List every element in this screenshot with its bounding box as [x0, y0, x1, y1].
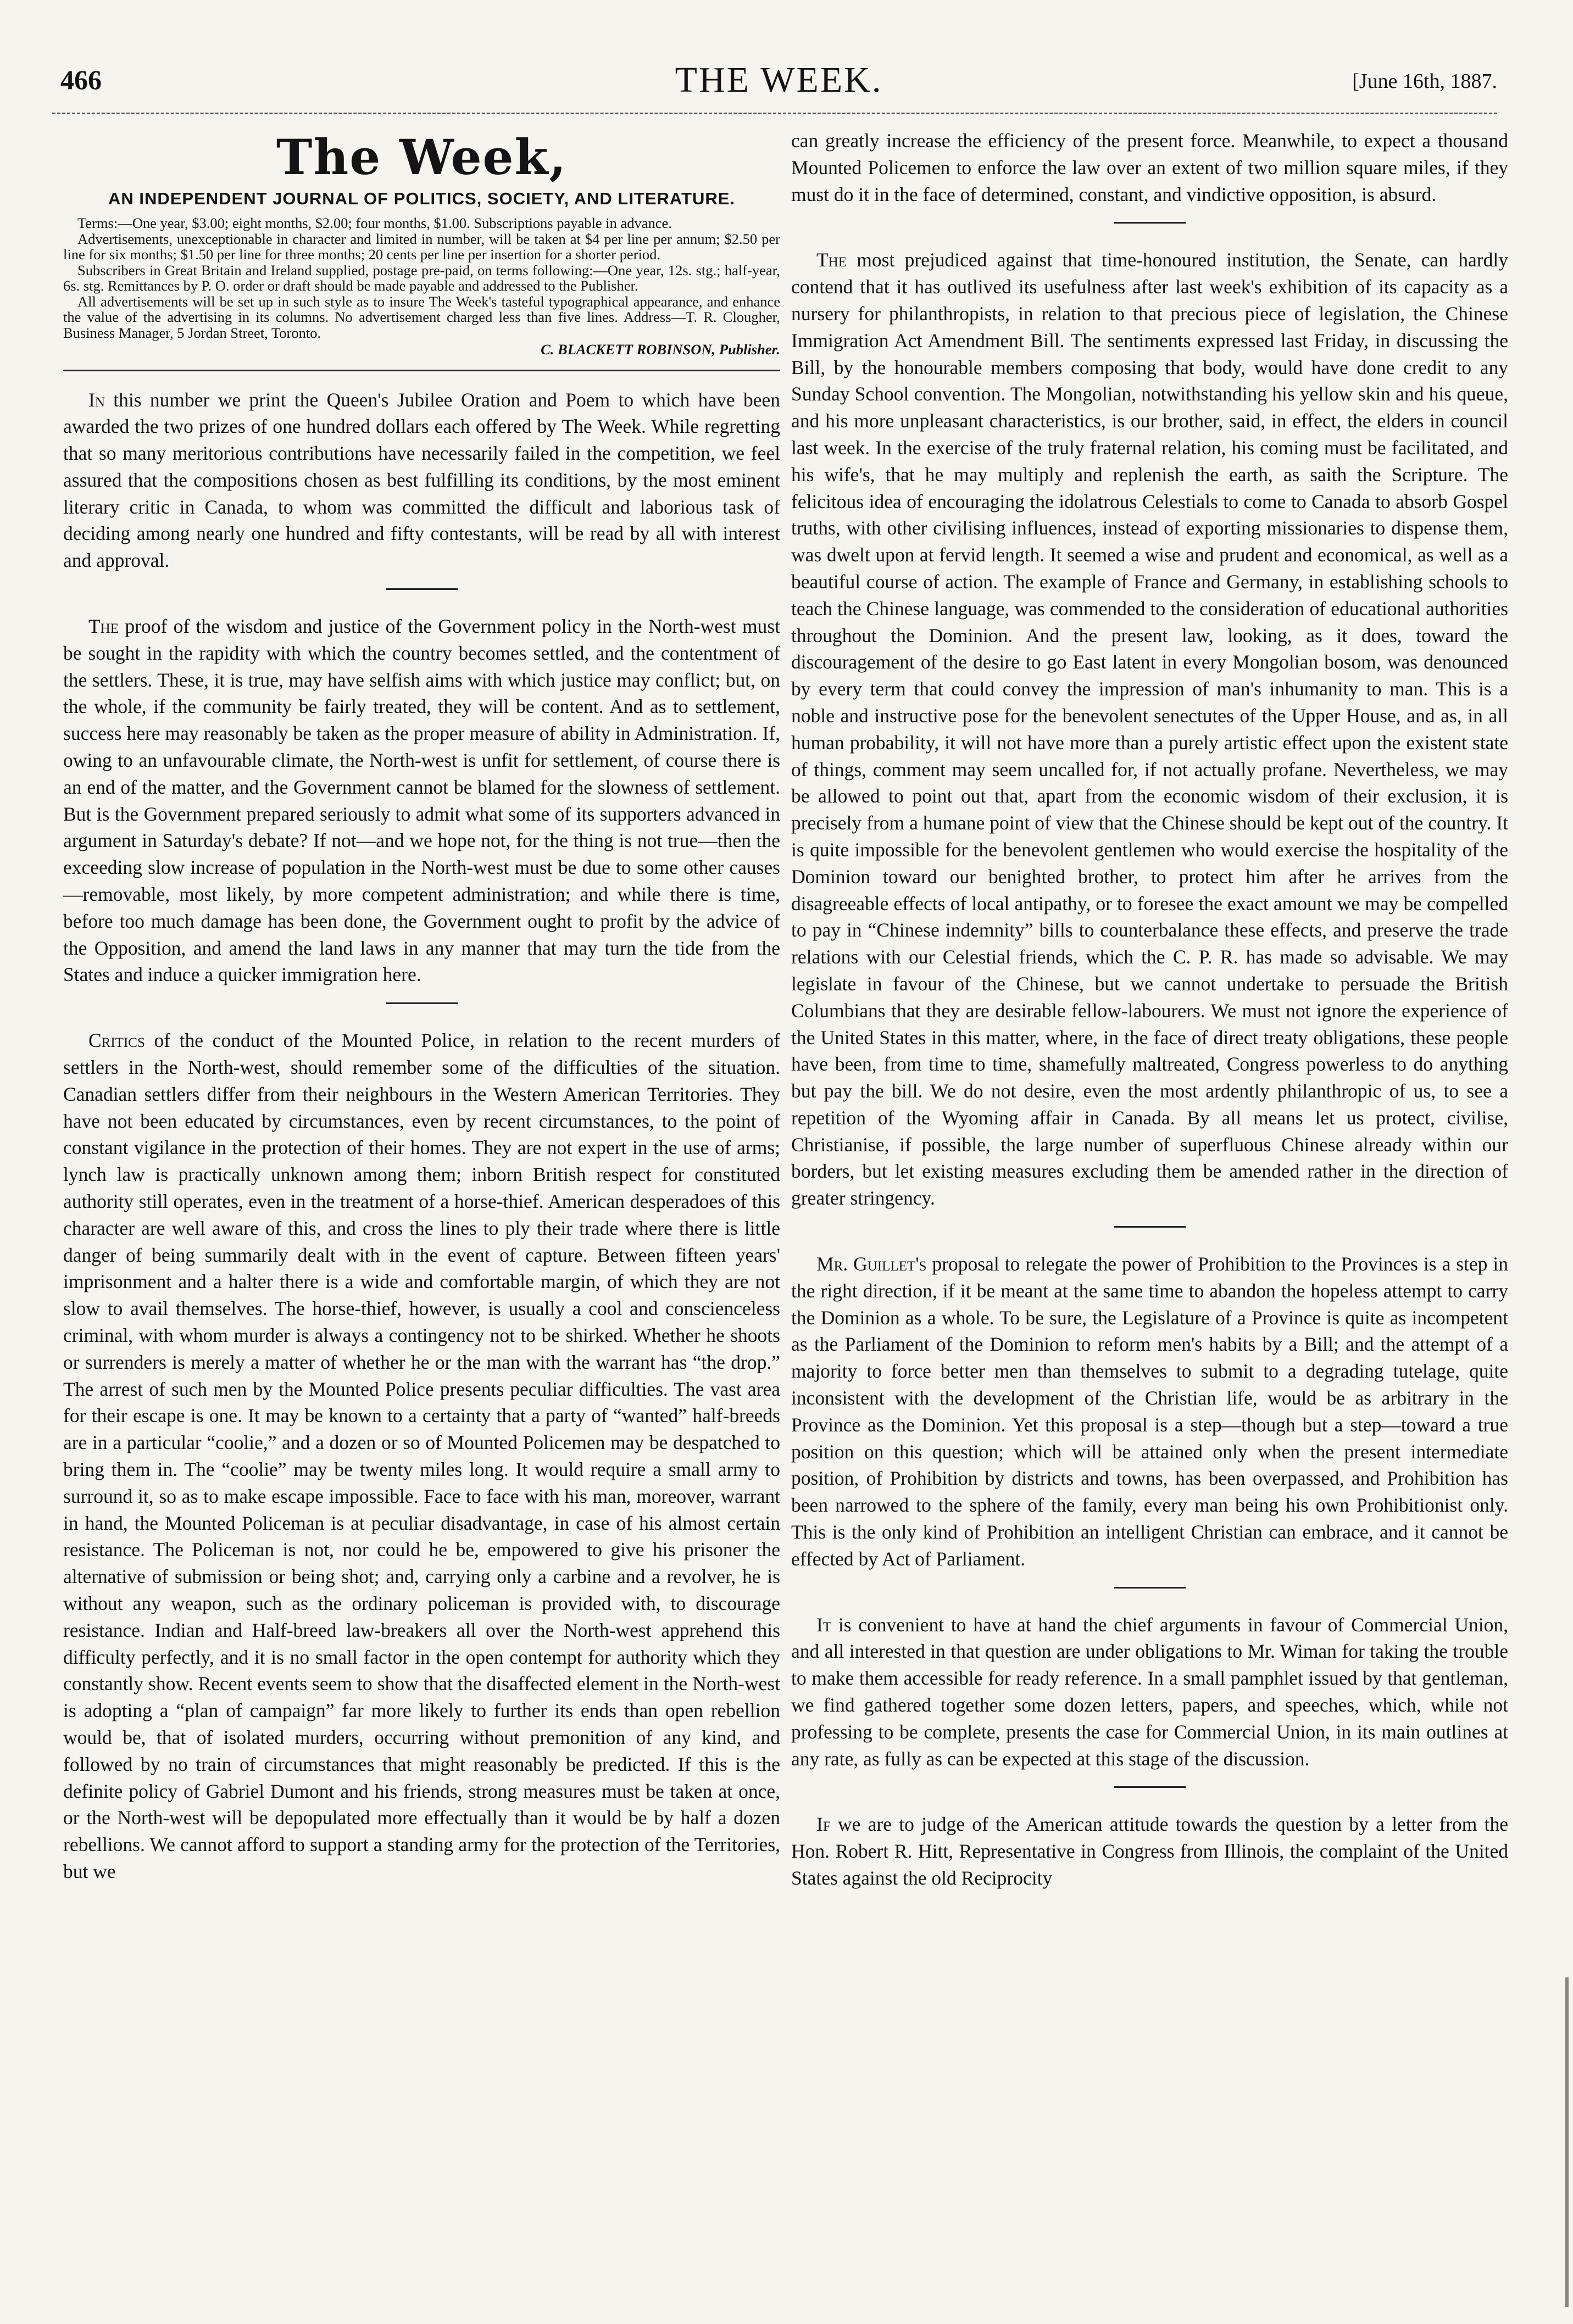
paragraph-text: we are to judge of the American attitude towards the question by a letter from the Hon. Robert R. Hitt, Representative in Congress from Illinois, the complaint of the United States against the old Reciprocity — [791, 1813, 1508, 1890]
terms-paragraph: All advertisements will be set up in such style as to insure The Week's tasteful typographical appearance, and enhance the value of the advertising in its columns. No advertisement charged less than five lines. Address—T. R. Clougher, Business Manager, 5 Jordan Street, Toronto. — [63, 293, 780, 341]
masthead-rule — [63, 370, 780, 371]
section-divider — [1114, 1226, 1186, 1228]
lead-word: If — [816, 1813, 831, 1836]
terms-paragraph: Subscribers in Great Britain and Ireland supplied, postage pre-paid, on terms following:—One year, 12s. stg.; half-year, 6s. stg. Remittances by P. O. order or draft should be made payable and addressed to the Publisher. — [63, 261, 780, 294]
lead-word: The — [816, 249, 847, 271]
section-divider — [386, 588, 458, 590]
binding-edge — [1565, 1977, 1569, 2307]
subscription-terms — [63, 215, 780, 358]
right-column — [791, 127, 1508, 2292]
lead-word: Mr. Guillet's — [816, 1253, 927, 1275]
terms-paragraph: Terms:—One year, $3.00; eight months, $2.00; four months, $1.00. Subscriptions payable in advance. — [77, 215, 672, 231]
masthead — [63, 130, 780, 371]
section-divider — [1114, 1786, 1186, 1788]
terms-paragraph: Advertisements, unexceptionable in character and limited in number, will be taken at $4 per line per annum; $2.50 per line for six months; $1.50 per line for three months; 20 cents per line per insertion for a shorter period. — [63, 230, 780, 263]
paragraph-text: this number we print the Queen's Jubilee Oration and Poem to which have been awarded the two prizes of one hundred dollars each offered by The Week. While regretting that so many meritorious contributions have necessarily failed in the competition, we feel assured that the compositions chosen as best fulfilling its conditions, by the most eminent literary critic in Canada, to whom was committed the difficult and laborious task of deciding among nearly one hundred and fifty contestants, will be read by all with interest and approval. — [63, 388, 780, 572]
article-paragraph — [63, 613, 780, 988]
paragraph-text: proposal to relegate the power of Prohibition to the Provinces is a step in the right direction, if it be meant at the same time to abandon the hopeless attempt to carry the Dominion as a whole. To be sure, the Legislature of a Province is quite as incompetent as the Parliament of the Dominion to reform men's habits by a Bill; and the attempt of a majority to force better men than themselves to submit to a degrading tutelage, quite inconsistent with the development of the Christian life, would be as arbitrary in the Province as the Dominion. Yet this proposal is a step—though but a step—toward a true position on this question; which will be attained only when the present intermediate position, of Prohibition by districts and towns, has been overpassed, and Prohibition has been narrowed to the sphere of the family, every man being his own Prohibitionist only. This is the only kind of Prohibition an intelligent Christian can embrace, and it cannot be effected by Act of Parliament. — [791, 1253, 1508, 1570]
article-paragraph — [791, 127, 1508, 208]
paragraph-text: can greatly increase the efficiency of the present force. Meanwhile, to expect a thousand Mounted Policemen to enforce the law over an extent of two million square miles, if they must do it in the face of determined, constant, and vindictive opposition, is absurd. — [791, 130, 1508, 205]
paragraph-text: most prejudiced against that time-honoured institution, the Senate, can hardly contend that it has outlived its usefulness after last week's exhibition of its capacity as a nursery for philanthropists, in relation to that precious piece of legislation, the Chinese Immigration Act Amendment Bill. The sentiments expressed last Friday, in discussing the Bill, by the honourable members composing that body, would have done credit to any Sunday School convention. The Mongolian, notwithstanding his yellow skin and his queue, and his more unpleasant characteristics, is our brother, said, in effect, the elders in council last week. In the exercise of the truly fraternal relation, his coming must be facilitated, and his wife's, that he may multiply and replenish the earth, as saith the Scripture. The felicitous idea of encouraging the idolatrous Celestials to come to Canada to absorb Gospel truths, with other civilising influences, instead of exporting missionaries to dispense them, was dwelt upon at fervid length. It seemed a wise and prudent and economical, as well as a beautiful course of action. The example of France and Germany, in establishing schools to teach the Chinese language, was commended to the consideration of educational authorities throughout the Dominion. And the present law, looking, as it does, toward the discouragement of the desire to go East latent in every Mongolian bosom, was denounced by every term that could convey the impression of man's inhumanity to man. This is a noble and instructive pose for the benevolent senectutes of the Upper House, and as, in all human probability, it will not have more than a purely artistic effect upon the existent state of things, comment may seem uncalled for, if not actually profane. Nevertheless, we may be allowed to point out that, apart from the economic wisdom of their exclusion, it is precisely from a humane point of view that the Chinese should be kept out of the country. It is quite impossible for the benevolent gentlemen who would exercise the hospitality of the Dominion toward our benighted brother, to protect him after he arrives from the disagreeable effects of local antipathy, or to foresee the exact amount we may be compelled to pay in “Chinese indemnity” bills to counterbalance these effects, and preserve the trade relations with our Celestial friends, which the C. P. R. has made so advisable. We may legislate in favour of the Chinese, but we cannot undertake to persuade the British Columbians that they are desirable fellow-labourers. We must not ignore the experience of the United States in this matter, where, in the face of direct treaty obligations, these people have been, from time to time, shamefully maltreated, Congress powerless to do anything but pay the bill. We do not desire, even the most ardently philanthropic of us, to see a repetition of the Wyoming affair in Canada. By all means let us protect, civilise, Christianise, if possible, the large number of superfluous Chinese already within our borders, but let existing measures excluding them be amended rather in the direction of greater stringency. — [791, 249, 1508, 1210]
article-paragraph — [791, 247, 1508, 1212]
header-rule — [52, 113, 1497, 114]
article-paragraph — [791, 1612, 1508, 1773]
lead-word: It — [816, 1613, 832, 1636]
page-number: 466 — [60, 64, 102, 95]
lead-word: In — [88, 388, 105, 411]
section-divider — [1114, 222, 1186, 224]
article-paragraph — [63, 1027, 780, 1885]
running-title: THE WEEK. — [675, 60, 883, 100]
paragraph-text: is convenient to have at hand the chief arguments in favour of Commercial Union, and all interested in that question are under obligations to Mr. Wiman for taking the trouble to make them accessible for ready reference. In a small pamphlet issued by that gentleman, we find gathered together some dozen letters, papers, and speeches, which, while not professing to be complete, presents the case for Commercial Union, in its main outlines at any rate, as fully as can be expected at this stage of the discussion. — [791, 1613, 1508, 1770]
lead-word: The — [88, 615, 119, 638]
paragraph-text: of the conduct of the Mounted Police, in relation to the recent murders of settlers in the North-west, should remember some of the difficulties of the situation. Canadian settlers differ from their neighbours in the Western American Territories. They have not been educated by circumstances, even by recent circumstances, to the point of constant vigilance in the protection of their homes. They are not expert in the use of arms; lynch law is practically unknown among them; inborn British respect for constituted authority still operates, even in the treatment of a horse-thief. American desperadoes of this character are well aware of this, and cross the lines to ply their trade where there is little danger of being summarily dealt with in the event of capture. Between fifteen years' imprisonment and a halter there is a wide and comfortable margin, of which they are not slow to avail themselves. The horse-thief, however, is usually a cool and conscienceless criminal, with whom murder is always a contingency not to be shirked. Whether he shoots or surrenders is merely a matter of whether he or the man with the warrant has “the drop.” The arrest of such men by the Mounted Police presents peculiar difficulties. The vast area for their escape is one. It may be known to a certainty that a party of “wanted” half-breeds are in a particular “coolie,” and a dozen or so of Mounted Policemen may be despatched to bring them in. The “coolie” may be twenty miles long. It would require a small army to surround it, so as to make escape impossible. Face to face with his man, moreover, warrant in hand, the Mounted Policeman is at peculiar disadvantage, in case of his almost certain resistance. The Policeman is not, nor could he be, empowered to give his prisoner the alternative of submission or being shot; and, carrying only a carbine and a revolver, he is without any weapon, such as the ordinary policeman is provided with, to discourage resistance. Indian and Half-breed law-breakers all over the North-west apprehend this difficulty perfectly, and it is no small factor in the open contempt for authority which they constantly show. Recent events seem to show that the disaffected element in the North-west is adopting a “plan of campaign” far more likely to further its ends than open rebellion would be, that of isolated murders, occurring without premonition of any kind, and followed by no train of circumstances that might reasonably be predicted. If this is the definite policy of Gabriel Dumont and his friends, strong measures must be taken at once, or the North-west will be depopulated more effectually than it would be by half a dozen rebellions. We cannot afford to support a standing army for the protection of the Territories, but we — [63, 1029, 780, 1882]
masthead-title: The Week, — [276, 129, 568, 186]
page-header — [60, 59, 1497, 114]
lead-word: Critics — [88, 1029, 145, 1052]
issue-date: [June 16th, 1887. — [1352, 70, 1497, 93]
section-divider — [1114, 1587, 1186, 1589]
publisher-line: C. BLACKETT ROBINSON, Publisher. — [541, 341, 780, 358]
paragraph-text: proof of the wisdom and justice of the Government policy in the North-west must be sought in the rapidity with which the country becomes settled, and the contentment of the settlers. These, it is true, may have selfish aims with which justice may conflict; but, on the whole, if the community be fairly treated, they will be content. And as to settlement, success here may reasonably be taken as the proper measure of ability in Administration. If, owing to an unfavourable climate, the North-west is unfit for settlement, of course there is an end of the matter, and the Government cannot be blamed for the slowness of settlement. But is the Government prepared seriously to admit what some of its supporters advanced in argument in Saturday's debate? If not—and we hope not, for the thing is not true—then the exceeding slow increase of population in the North-west must be due to some other causes—removable, most likely, by more competent administration; and while there is time, before too much damage has been done, the Government ought to profit by the advice of the Opposition, and amend the land laws in any manner that may turn the tide from the States and induce a quicker immigration here. — [63, 615, 780, 986]
masthead-subtitle: AN INDEPENDENT JOURNAL OF POLITICS, SOCIETY, AND LITERATURE. — [108, 189, 736, 208]
section-divider — [386, 1002, 458, 1004]
article-paragraph — [791, 1811, 1508, 1891]
article-paragraph — [791, 1251, 1508, 1573]
article-paragraph — [63, 387, 780, 575]
left-column — [63, 127, 780, 2292]
